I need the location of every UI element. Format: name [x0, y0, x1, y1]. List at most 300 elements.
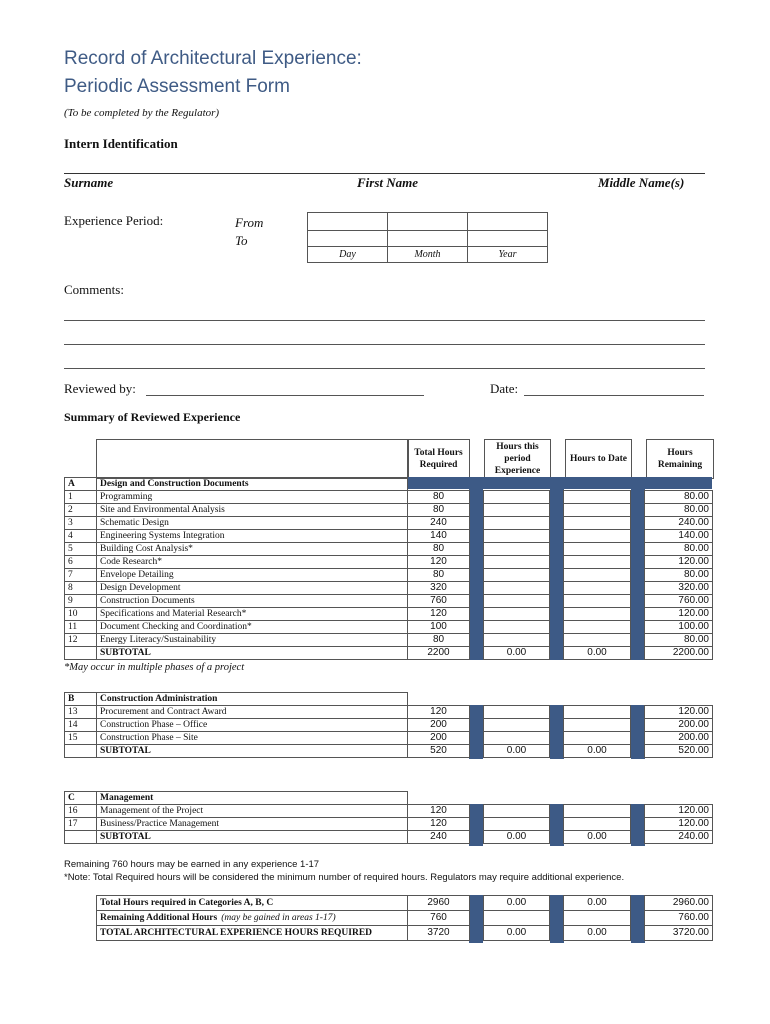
row-name: Construction Phase – Office [97, 719, 408, 732]
hours-remaining: 120.00 [645, 608, 713, 621]
hours-to-date-input[interactable] [564, 732, 631, 745]
subtotal-required: 520 [408, 745, 470, 758]
summary-row [97, 911, 713, 926]
section-a-table [64, 477, 713, 660]
comment-line-3[interactable] [64, 368, 705, 369]
hours-to-date-input[interactable] [564, 517, 631, 530]
subtotal-label: SUBTOTAL [97, 745, 408, 758]
table-row [65, 818, 713, 831]
row-name: Specifications and Material Research* [97, 608, 408, 621]
summary-heading: Summary of Reviewed Experience [64, 410, 241, 424]
blue-spacer [470, 805, 484, 818]
blue-spacer [631, 517, 645, 530]
summary-label [97, 911, 408, 926]
required-hours: 120 [408, 805, 470, 818]
summary-required: 760 [408, 911, 470, 926]
to-month-cell[interactable] [388, 231, 468, 247]
row-number: 5 [65, 543, 97, 556]
experience-period-grid [307, 212, 548, 263]
row-name: Design Development [97, 582, 408, 595]
row-name: Construction Documents [97, 595, 408, 608]
header-blank [631, 478, 645, 491]
header-blank [408, 478, 470, 491]
row-name: Engineering Systems Integration [97, 530, 408, 543]
row-number: 14 [65, 719, 97, 732]
form-title-line1: Record of Architectural Experience: [64, 48, 362, 69]
row-number: 10 [65, 608, 97, 621]
hours-remaining: 120.00 [645, 706, 713, 719]
blue-spacer [631, 569, 645, 582]
subtotal-to-date: 0.00 [564, 745, 631, 758]
section-b-table [64, 692, 713, 758]
comments-label: Comments: [64, 282, 124, 297]
subtotal-remaining: 2200.00 [645, 647, 713, 660]
summary-to-date [564, 911, 631, 926]
hours-to-date-input[interactable] [564, 556, 631, 569]
header-blank [645, 693, 713, 706]
blue-spacer [631, 805, 645, 818]
hours-period-input[interactable] [484, 491, 550, 504]
blue-spacer [550, 621, 564, 634]
row-name: Site and Environmental Analysis [97, 504, 408, 517]
header-blank [484, 792, 550, 805]
hours-to-date-input[interactable] [564, 504, 631, 517]
month-label: Month [388, 247, 468, 263]
hours-remaining: 80.00 [645, 543, 713, 556]
blue-spacer [631, 608, 645, 621]
header-blank [645, 478, 713, 491]
required-hours: 100 [408, 621, 470, 634]
subtotal-blank [65, 831, 97, 844]
blue-spacer [631, 732, 645, 745]
hours-remaining: 120.00 [645, 818, 713, 831]
summary-label-extra: (may be gained in areas 1-17) [221, 913, 336, 923]
header-blank [631, 792, 645, 805]
blue-spacer [470, 621, 484, 634]
row-name: Schematic Design [97, 517, 408, 530]
subtotal-remaining: 240.00 [645, 831, 713, 844]
blue-spacer [631, 831, 645, 844]
blue-spacer [550, 504, 564, 517]
hours-period-input[interactable] [484, 530, 550, 543]
summary-remaining: 2960.00 [645, 896, 713, 911]
section-title: Construction Administration [97, 693, 408, 706]
from-day-cell[interactable] [308, 213, 388, 231]
required-hours: 320 [408, 582, 470, 595]
hours-to-date-input[interactable] [564, 621, 631, 634]
row-number: 7 [65, 569, 97, 582]
header-blank [408, 693, 470, 706]
table-row [65, 706, 713, 719]
footnote-a: *May occur in multiple phases of a project [64, 662, 245, 673]
hours-period-input[interactable] [484, 595, 550, 608]
section-c-table [64, 791, 713, 844]
hours-period-input[interactable] [484, 569, 550, 582]
hours-remaining: 80.00 [645, 504, 713, 517]
hours-to-date-input[interactable] [564, 595, 631, 608]
hours-period-input[interactable] [484, 504, 550, 517]
note-total: *Note: Total Required hours will be considered the minimum number of required hours. Regulators may require additional experience. [64, 872, 625, 883]
section-title: Management [97, 792, 408, 805]
blue-spacer [470, 491, 484, 504]
blue-spacer [470, 926, 484, 941]
blue-spacer [550, 818, 564, 831]
subtotal-remaining: 520.00 [645, 745, 713, 758]
date-field[interactable] [524, 395, 704, 396]
blue-spacer [470, 818, 484, 831]
hours-period-input[interactable] [484, 805, 550, 818]
comment-line-2[interactable] [64, 344, 705, 345]
blue-spacer [470, 530, 484, 543]
intern-heading: Intern Identification [64, 136, 178, 151]
row-name: Programming [97, 491, 408, 504]
subtotal-label: SUBTOTAL [97, 831, 408, 844]
subtotal-blank [65, 745, 97, 758]
blue-spacer [470, 517, 484, 530]
hours-period-input[interactable] [484, 517, 550, 530]
col-hours-remaining: Hours Remaining [646, 439, 714, 479]
hours-remaining: 80.00 [645, 491, 713, 504]
section-title: Design and Construction Documents [97, 478, 408, 491]
row-number: 1 [65, 491, 97, 504]
form-title-line2: Periodic Assessment Form [64, 76, 290, 97]
header-blank [484, 693, 550, 706]
col-total-required: Total Hours Required [407, 439, 470, 479]
row-number: 13 [65, 706, 97, 719]
required-hours: 80 [408, 504, 470, 517]
subtotal-row [65, 745, 713, 758]
blue-spacer [470, 595, 484, 608]
hours-period-input[interactable] [484, 634, 550, 647]
summary-to-date: 0.00 [564, 926, 631, 941]
blue-spacer [631, 556, 645, 569]
hours-to-date-input[interactable] [564, 634, 631, 647]
section-letter: A [65, 478, 97, 491]
row-number: 15 [65, 732, 97, 745]
blue-spacer [631, 896, 645, 911]
blue-spacer [470, 504, 484, 517]
header-blank [550, 478, 564, 491]
blue-spacer [470, 732, 484, 745]
blue-spacer [550, 706, 564, 719]
blue-spacer [631, 595, 645, 608]
subtotal-row [65, 647, 713, 660]
table-row [65, 582, 713, 595]
table-row [65, 569, 713, 582]
to-label: To [235, 233, 248, 248]
subtotal-to-date: 0.00 [564, 647, 631, 660]
experience-period-label: Experience Period: [64, 213, 164, 228]
summary-label [97, 896, 408, 911]
blue-spacer [631, 706, 645, 719]
comment-line-1[interactable] [64, 320, 705, 321]
hours-remaining: 120.00 [645, 805, 713, 818]
blue-spacer [550, 745, 564, 758]
blue-spacer [631, 719, 645, 732]
row-name: Procurement and Contract Award [97, 706, 408, 719]
hours-period-input[interactable] [484, 818, 550, 831]
hours-to-date-input[interactable] [564, 530, 631, 543]
hours-remaining: 100.00 [645, 621, 713, 634]
hours-remaining: 200.00 [645, 719, 713, 732]
reviewed-by-field[interactable] [146, 395, 424, 396]
header-blank [470, 478, 484, 491]
summary-totals-table [96, 895, 713, 941]
blue-spacer [631, 818, 645, 831]
from-label: From [235, 215, 264, 230]
note-remaining: Remaining 760 hours may be earned in any experience 1-17 [64, 859, 320, 870]
row-name: Business/Practice Management [97, 818, 408, 831]
table-row [65, 621, 713, 634]
blue-spacer [631, 543, 645, 556]
table-row [65, 719, 713, 732]
blue-spacer [470, 719, 484, 732]
header-blank [645, 792, 713, 805]
summary-period: 0.00 [484, 926, 550, 941]
section-letter: B [65, 693, 97, 706]
hours-period-input[interactable] [484, 543, 550, 556]
table-row [65, 530, 713, 543]
table-row [65, 517, 713, 530]
hours-to-date-input[interactable] [564, 543, 631, 556]
blue-spacer [470, 745, 484, 758]
required-hours: 120 [408, 556, 470, 569]
subtotal-period: 0.00 [484, 831, 550, 844]
summary-required: 2960 [408, 896, 470, 911]
blue-spacer [550, 582, 564, 595]
hours-remaining: 760.00 [645, 595, 713, 608]
hours-period-input[interactable] [484, 732, 550, 745]
blue-spacer [631, 621, 645, 634]
col-hours-period: Hours this period Experience [484, 439, 551, 479]
blue-spacer [631, 530, 645, 543]
blue-spacer [631, 926, 645, 941]
row-number: 2 [65, 504, 97, 517]
blue-spacer [550, 896, 564, 911]
required-hours: 200 [408, 719, 470, 732]
subtotal-to-date: 0.00 [564, 831, 631, 844]
blue-spacer [550, 595, 564, 608]
header-blank [470, 693, 484, 706]
middle-name-label: Middle Name(s) [598, 175, 685, 190]
required-hours: 80 [408, 634, 470, 647]
blue-spacer [631, 491, 645, 504]
hours-to-date-input[interactable] [564, 719, 631, 732]
hours-remaining: 120.00 [645, 556, 713, 569]
table-row [65, 595, 713, 608]
blue-spacer [550, 634, 564, 647]
row-name: Energy Literacy/Sustainability [97, 634, 408, 647]
row-number: 16 [65, 805, 97, 818]
header-blank [564, 792, 631, 805]
blue-spacer [631, 634, 645, 647]
date-label: Date: [490, 381, 519, 396]
header-blank [470, 792, 484, 805]
summary-remaining: 3720.00 [645, 926, 713, 941]
required-hours: 80 [408, 569, 470, 582]
header-blank [550, 693, 564, 706]
subtotal-blank [65, 647, 97, 660]
day-label: Day [308, 247, 388, 263]
year-label: Year [468, 247, 548, 263]
blue-spacer [470, 911, 484, 926]
required-hours: 240 [408, 517, 470, 530]
summary-row [97, 896, 713, 911]
row-name: Envelope Detailing [97, 569, 408, 582]
hours-remaining: 80.00 [645, 634, 713, 647]
table-row [65, 608, 713, 621]
subtotal-label: SUBTOTAL [97, 647, 408, 660]
row-number: 11 [65, 621, 97, 634]
blue-spacer [470, 582, 484, 595]
summary-required: 3720 [408, 926, 470, 941]
summary-label-text: Total Hours required in Categories A, B, C [100, 898, 274, 908]
row-name: Document Checking and Coordination* [97, 621, 408, 634]
row-number: 3 [65, 517, 97, 530]
required-hours: 200 [408, 732, 470, 745]
hours-remaining: 320.00 [645, 582, 713, 595]
form-subtitle: (To be completed by the Regulator) [64, 107, 220, 119]
header-blank [564, 693, 631, 706]
required-hours: 120 [408, 818, 470, 831]
blue-spacer [550, 732, 564, 745]
blue-spacer [550, 556, 564, 569]
hours-period-input[interactable] [484, 719, 550, 732]
blue-spacer [550, 543, 564, 556]
hours-to-date-input[interactable] [564, 582, 631, 595]
table-row [65, 504, 713, 517]
to-year-cell[interactable] [468, 231, 548, 247]
blue-spacer [550, 608, 564, 621]
blue-spacer [550, 926, 564, 941]
table-row [65, 634, 713, 647]
blue-spacer [550, 719, 564, 732]
row-number: 17 [65, 818, 97, 831]
blue-spacer [550, 569, 564, 582]
blue-spacer [631, 745, 645, 758]
header-blank [408, 792, 470, 805]
required-hours: 80 [408, 543, 470, 556]
blue-spacer [550, 805, 564, 818]
required-hours: 120 [408, 706, 470, 719]
blue-spacer [550, 831, 564, 844]
summary-label-text: TOTAL ARCHITECTURAL EXPERIENCE HOURS REQUIRED [100, 928, 373, 938]
summary-period: 0.00 [484, 896, 550, 911]
summary-label [97, 926, 408, 941]
table-row [65, 543, 713, 556]
required-hours: 80 [408, 491, 470, 504]
row-number: 12 [65, 634, 97, 647]
table-row [65, 556, 713, 569]
header-blank [484, 478, 550, 491]
row-name: Construction Phase – Site [97, 732, 408, 745]
surname-label: Surname [64, 175, 114, 190]
subtotal-period: 0.00 [484, 647, 550, 660]
blue-spacer [631, 582, 645, 595]
hours-to-date-input[interactable] [564, 491, 631, 504]
required-hours: 760 [408, 595, 470, 608]
summary-period [484, 911, 550, 926]
blue-spacer [470, 896, 484, 911]
blue-spacer [550, 491, 564, 504]
row-name: Code Research* [97, 556, 408, 569]
summary-label-text: Remaining Additional Hours [100, 913, 218, 923]
header-blank [550, 792, 564, 805]
row-number: 8 [65, 582, 97, 595]
blue-spacer [631, 504, 645, 517]
hours-to-date-input[interactable] [564, 805, 631, 818]
to-day-cell[interactable] [308, 231, 388, 247]
blue-spacer [550, 517, 564, 530]
header-blank [631, 693, 645, 706]
required-hours: 140 [408, 530, 470, 543]
row-number: 6 [65, 556, 97, 569]
subtotal-required: 2200 [408, 647, 470, 660]
summary-remaining: 760.00 [645, 911, 713, 926]
table-row [65, 805, 713, 818]
row-name: Management of the Project [97, 805, 408, 818]
hours-remaining: 240.00 [645, 517, 713, 530]
table-row [65, 732, 713, 745]
hours-period-input[interactable] [484, 582, 550, 595]
hours-period-input[interactable] [484, 706, 550, 719]
blue-spacer [631, 647, 645, 660]
blue-spacer [550, 647, 564, 660]
from-month-cell[interactable] [388, 213, 468, 231]
blue-spacer [470, 556, 484, 569]
section-header-row [65, 792, 713, 805]
hours-to-date-input[interactable] [564, 818, 631, 831]
hours-remaining: 200.00 [645, 732, 713, 745]
hours-period-input[interactable] [484, 621, 550, 634]
blue-spacer [470, 543, 484, 556]
blue-spacer [470, 569, 484, 582]
hours-to-date-input[interactable] [564, 706, 631, 719]
hours-remaining: 80.00 [645, 569, 713, 582]
row-name: Building Cost Analysis* [97, 543, 408, 556]
blue-spacer [550, 911, 564, 926]
subtotal-period: 0.00 [484, 745, 550, 758]
subtotal-row [65, 831, 713, 844]
hours-to-date-input[interactable] [564, 569, 631, 582]
hours-to-date-input[interactable] [564, 608, 631, 621]
section-header-row [65, 478, 713, 491]
hours-period-input[interactable] [484, 608, 550, 621]
blue-spacer [550, 530, 564, 543]
blue-spacer [470, 608, 484, 621]
section-letter: C [65, 792, 97, 805]
row-number: 9 [65, 595, 97, 608]
hours-remaining: 140.00 [645, 530, 713, 543]
blue-spacer [631, 911, 645, 926]
subtotal-required: 240 [408, 831, 470, 844]
blue-spacer [470, 831, 484, 844]
col-hours-to-date: Hours to Date [565, 439, 632, 479]
summary-to-date: 0.00 [564, 896, 631, 911]
blue-spacer [470, 634, 484, 647]
header-blank [564, 478, 631, 491]
section-header-row [65, 693, 713, 706]
row-number: 4 [65, 530, 97, 543]
first-name-label: First Name [357, 175, 419, 190]
hours-period-input[interactable] [484, 556, 550, 569]
table-row [65, 491, 713, 504]
header-spacer [96, 439, 409, 479]
blue-spacer [470, 706, 484, 719]
blue-spacer [470, 647, 484, 660]
summary-row [97, 926, 713, 941]
from-year-cell[interactable] [468, 213, 548, 231]
